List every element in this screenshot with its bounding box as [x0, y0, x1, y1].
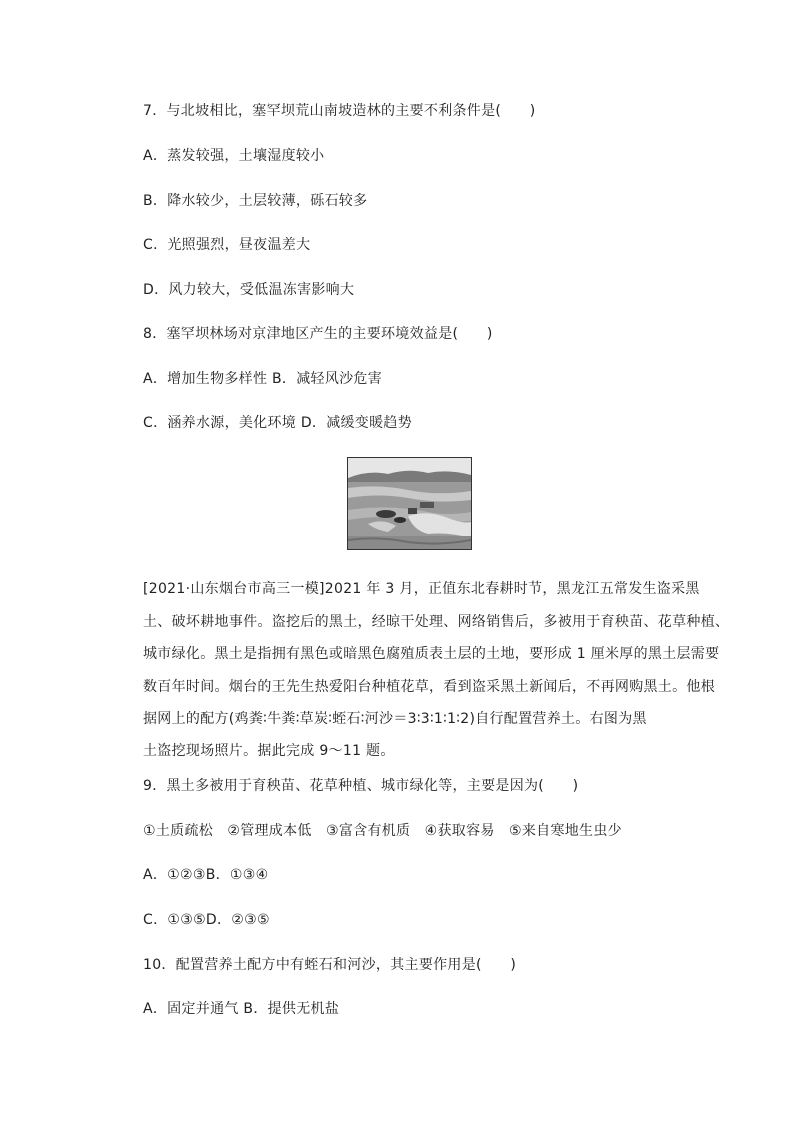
question-8-options-cd: C．涵养水源，美化环境 D．减缓变暖趋势 [143, 415, 413, 431]
question-9-options-cd: C．①③⑤D．②③⑤ [143, 912, 270, 928]
passage-line-2: 土、破坏耕地事件。盗挖后的黑土，经晾干处理、网络销售后，多被用于育秧苗、花草种植、 [143, 614, 730, 630]
question-9-items: ①土质疏松 ②管理成本低 ③富含有机质 ④获取容易 ⑤来自寒地生虫少 [143, 823, 622, 839]
question-7-option-d: D．风力较大，受低温冻害影响大 [143, 282, 355, 298]
passage-line-6: 土盗挖现场照片。据此完成 9～11 题。 [143, 743, 395, 759]
black-soil-excavation-photo [347, 457, 472, 550]
question-8-stem: 8．塞罕坝林场对京津地区产生的主要环境效益是( ) [143, 326, 493, 342]
question-7-option-a: A．蒸发较强，土壤湿度较小 [143, 148, 325, 164]
question-9-stem: 9．黑土多被用于育秧苗、花草种植、城市绿化等，主要是因为( ) [143, 778, 579, 794]
question-10-options-ab: A．固定并通气 B．提供无机盐 [143, 1001, 340, 1017]
passage-line-1: [2021·山东烟台市高三一模]2021 年 3 月，正值东北春耕时节，黑龙江五常发生盗采黑 [143, 581, 700, 597]
passage-line-5: 据网上的配方(鸡粪∶牛粪∶草炭∶蛭石∶河沙＝3∶3∶1∶1∶2)自行配置营养土。右图为黑 [143, 711, 647, 727]
question-10-stem: 10．配置营养土配方中有蛭石和河沙，其主要作用是( ) [143, 957, 517, 973]
question-7-stem: 7．与北坡相比，塞罕坝荒山南坡造林的主要不利条件是( ) [143, 103, 536, 119]
question-8-options-ab: A．增加生物多样性 B．减轻风沙危害 [143, 371, 383, 387]
passage-line-3: 城市绿化。黑土是指拥有黑色或暗黑色腐殖质表土层的土地，要形成 1 厘米厚的黑土层需要 [143, 646, 720, 662]
question-9-options-ab: A．①②③B．①③④ [143, 867, 269, 883]
question-7-option-c: C．光照强烈，昼夜温差大 [143, 237, 311, 253]
question-7-option-b: B．降水较少，土层较薄，砾石较多 [143, 193, 368, 209]
passage-line-4: 数百年时间。烟台的王先生热爱阳台种植花草，看到盗采黑土新闻后，不再网购黑土。他根 [143, 679, 715, 695]
